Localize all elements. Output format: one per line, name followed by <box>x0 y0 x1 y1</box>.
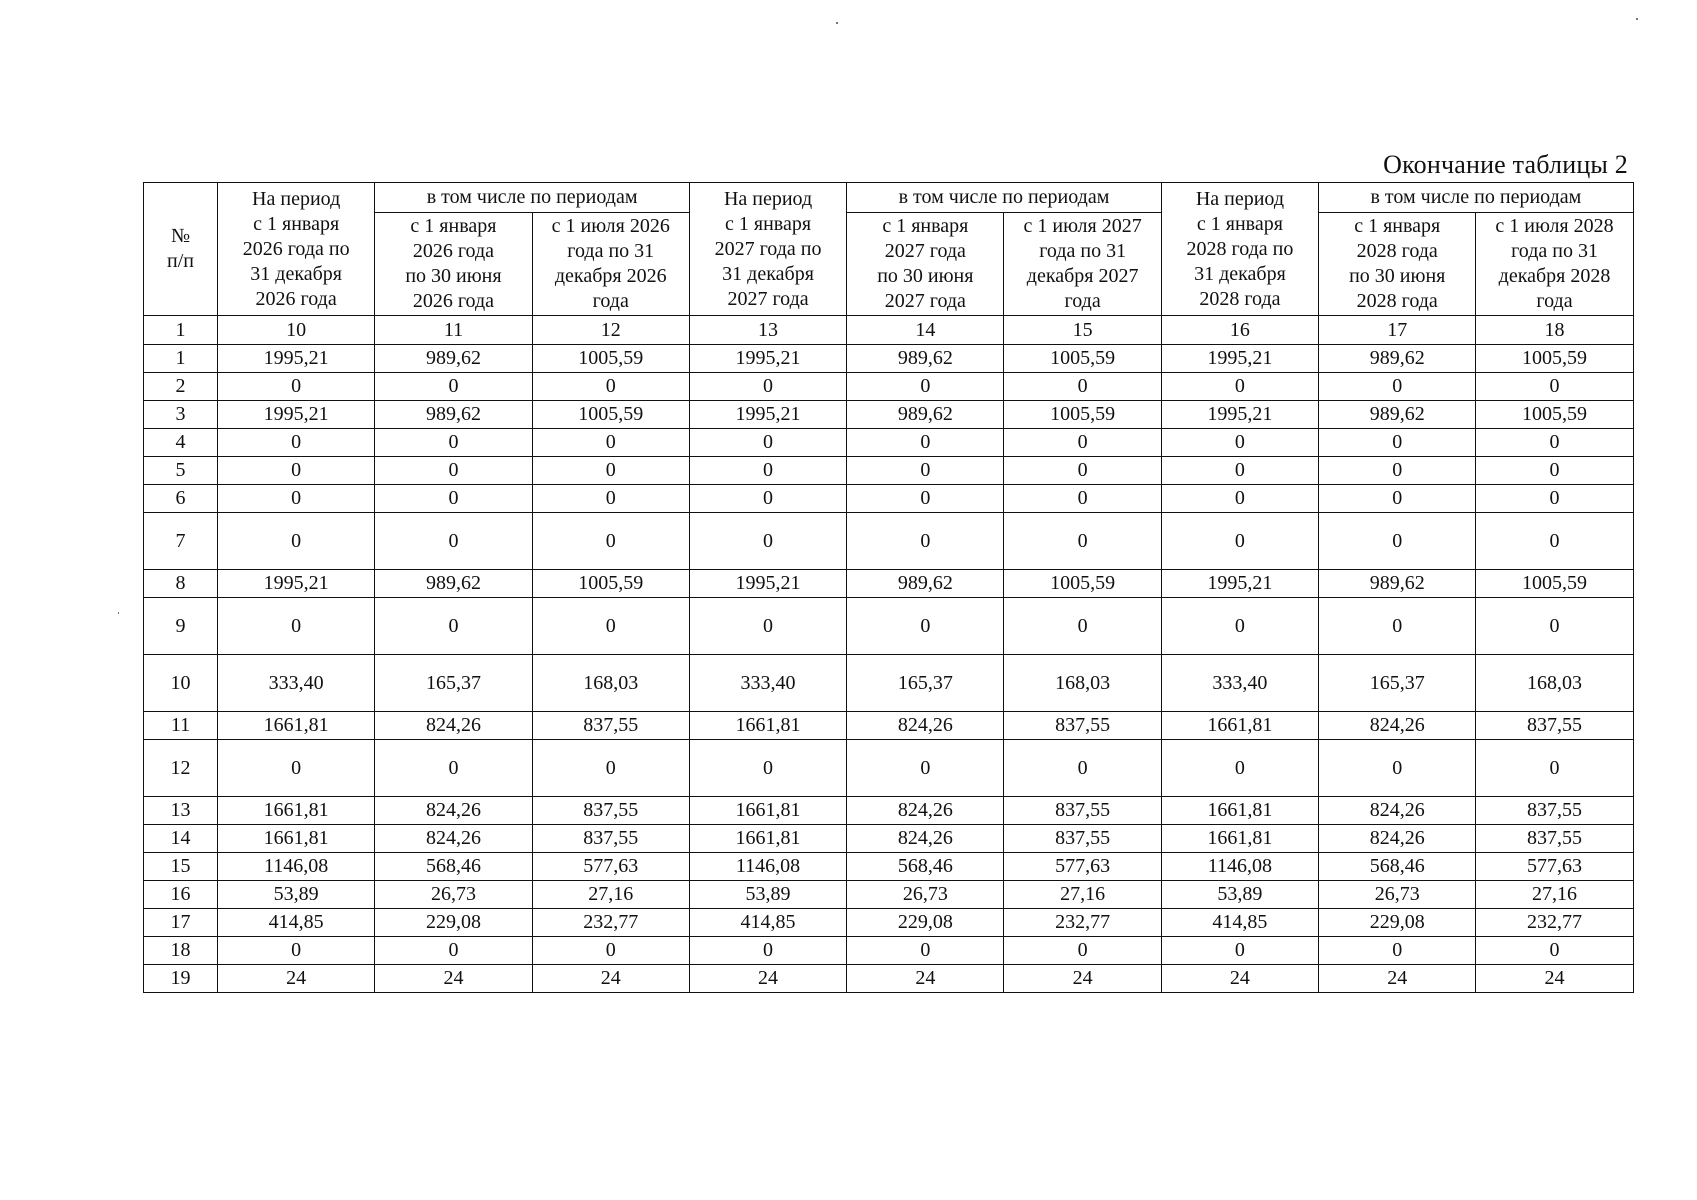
header-h2-2026: с 1 июля 2026 года по 31 декабря 2026 года <box>532 213 689 316</box>
scan-speck <box>1636 18 1638 20</box>
value-cell: 1661,81 <box>689 825 846 853</box>
row-number-cell: 5 <box>144 457 218 485</box>
value-cell: 0 <box>1004 937 1161 965</box>
value-cell: 1005,59 <box>532 570 689 598</box>
value-cell: 1995,21 <box>689 345 846 373</box>
value-cell: 0 <box>218 373 375 401</box>
value-cell: 0 <box>689 598 846 655</box>
scan-speck <box>836 22 838 24</box>
value-cell: 0 <box>375 457 532 485</box>
value-cell: 0 <box>847 598 1004 655</box>
value-cell: 0 <box>1476 429 1633 457</box>
value-cell: 24 <box>532 965 689 993</box>
table-row <box>144 345 1634 373</box>
scan-speck <box>118 612 119 614</box>
value-cell: 414,85 <box>1161 909 1318 937</box>
value-cell: 0 <box>847 373 1004 401</box>
header-subperiods-2028: в том числе по периодам <box>1319 183 1634 213</box>
column-number-cell: 16 <box>1161 316 1318 345</box>
value-cell: 0 <box>1161 485 1318 513</box>
value-cell: 0 <box>1319 429 1476 457</box>
value-cell: 0 <box>1476 373 1633 401</box>
value-cell: 333,40 <box>689 655 846 712</box>
value-cell: 53,89 <box>1161 881 1318 909</box>
value-cell: 1005,59 <box>1004 570 1161 598</box>
column-number-cell: 14 <box>847 316 1004 345</box>
value-cell: 0 <box>1319 937 1476 965</box>
table-row <box>144 825 1634 853</box>
value-cell: 568,46 <box>1319 853 1476 881</box>
row-number-cell: 10 <box>144 655 218 712</box>
row-number-cell: 12 <box>144 740 218 797</box>
value-cell: 24 <box>1161 965 1318 993</box>
table-row <box>144 909 1634 937</box>
header-h1-2027: с 1 января 2027 года по 30 июня 2027 года <box>847 213 1004 316</box>
value-cell: 0 <box>847 937 1004 965</box>
value-cell: 0 <box>1004 485 1161 513</box>
value-cell: 1005,59 <box>1476 345 1633 373</box>
value-cell: 0 <box>532 740 689 797</box>
value-cell: 0 <box>689 457 846 485</box>
table-body <box>144 316 1634 993</box>
value-cell: 0 <box>689 485 846 513</box>
value-cell: 837,55 <box>1004 797 1161 825</box>
table-row <box>144 373 1634 401</box>
value-cell: 0 <box>375 373 532 401</box>
value-cell: 0 <box>218 485 375 513</box>
value-cell: 0 <box>532 373 689 401</box>
table-row <box>144 570 1634 598</box>
value-cell: 989,62 <box>375 345 532 373</box>
value-cell: 165,37 <box>375 655 532 712</box>
value-cell: 24 <box>1004 965 1161 993</box>
value-cell: 0 <box>218 513 375 570</box>
column-number-cell: 15 <box>1004 316 1161 345</box>
row-number-cell: 11 <box>144 712 218 740</box>
table-row <box>144 937 1634 965</box>
value-cell: 824,26 <box>1319 797 1476 825</box>
column-number-cell: 17 <box>1319 316 1476 345</box>
value-cell: 989,62 <box>375 570 532 598</box>
column-number-cell: 11 <box>375 316 532 345</box>
value-cell: 53,89 <box>218 881 375 909</box>
value-cell: 0 <box>1476 598 1633 655</box>
value-cell: 824,26 <box>847 712 1004 740</box>
value-cell: 26,73 <box>847 881 1004 909</box>
value-cell: 0 <box>1476 457 1633 485</box>
table-caption: Окончание таблицы 2 <box>1383 150 1628 179</box>
value-cell: 0 <box>1161 740 1318 797</box>
value-cell: 232,77 <box>1004 909 1161 937</box>
table-row <box>144 712 1634 740</box>
value-cell: 989,62 <box>1319 401 1476 429</box>
value-cell: 837,55 <box>532 825 689 853</box>
value-cell: 837,55 <box>1476 825 1633 853</box>
value-cell: 989,62 <box>375 401 532 429</box>
value-cell: 27,16 <box>1476 881 1633 909</box>
value-cell: 0 <box>375 485 532 513</box>
value-cell: 0 <box>1476 740 1633 797</box>
value-cell: 989,62 <box>847 401 1004 429</box>
value-cell: 0 <box>689 513 846 570</box>
value-cell: 0 <box>375 740 532 797</box>
value-cell: 568,46 <box>847 853 1004 881</box>
value-cell: 1995,21 <box>1161 570 1318 598</box>
value-cell: 1005,59 <box>1476 570 1633 598</box>
value-cell: 0 <box>375 937 532 965</box>
value-cell: 0 <box>532 598 689 655</box>
value-cell: 837,55 <box>1476 797 1633 825</box>
column-number-cell: 12 <box>532 316 689 345</box>
value-cell: 229,08 <box>847 909 1004 937</box>
value-cell: 0 <box>1161 373 1318 401</box>
value-cell: 0 <box>847 485 1004 513</box>
value-cell: 1661,81 <box>218 797 375 825</box>
value-cell: 0 <box>1476 513 1633 570</box>
row-number-cell: 15 <box>144 853 218 881</box>
column-number-row <box>144 316 1634 345</box>
value-cell: 1995,21 <box>218 570 375 598</box>
value-cell: 0 <box>689 429 846 457</box>
value-cell: 1005,59 <box>1476 401 1633 429</box>
column-number-cell: 10 <box>218 316 375 345</box>
value-cell: 1661,81 <box>1161 797 1318 825</box>
header-row-number: № п/п <box>144 183 218 316</box>
value-cell: 24 <box>218 965 375 993</box>
value-cell: 232,77 <box>1476 909 1633 937</box>
value-cell: 0 <box>1319 373 1476 401</box>
value-cell: 232,77 <box>532 909 689 937</box>
value-cell: 27,16 <box>1004 881 1161 909</box>
row-number-cell: 18 <box>144 937 218 965</box>
column-number-cell: 1 <box>144 316 218 345</box>
value-cell: 1146,08 <box>1161 853 1318 881</box>
row-number-cell: 4 <box>144 429 218 457</box>
value-cell: 824,26 <box>847 797 1004 825</box>
value-cell: 824,26 <box>375 825 532 853</box>
value-cell: 1995,21 <box>1161 345 1318 373</box>
table-row <box>144 797 1634 825</box>
header-subperiods-2026: в том числе по периодам <box>375 183 690 213</box>
value-cell: 989,62 <box>1319 570 1476 598</box>
value-cell: 1995,21 <box>689 401 846 429</box>
table-row <box>144 485 1634 513</box>
value-cell: 1005,59 <box>532 345 689 373</box>
column-number-cell: 13 <box>689 316 846 345</box>
table-row <box>144 598 1634 655</box>
header-total-2027: На период с 1 января 2027 года по 31 декабря 2027 года <box>689 183 846 316</box>
value-cell: 568,46 <box>375 853 532 881</box>
value-cell: 53,89 <box>689 881 846 909</box>
table-row <box>144 740 1634 797</box>
value-cell: 0 <box>1319 740 1476 797</box>
value-cell: 0 <box>847 513 1004 570</box>
value-cell: 1995,21 <box>1161 401 1318 429</box>
value-cell: 333,40 <box>218 655 375 712</box>
row-number-cell: 3 <box>144 401 218 429</box>
value-cell: 0 <box>1161 457 1318 485</box>
value-cell: 414,85 <box>218 909 375 937</box>
row-number-cell: 8 <box>144 570 218 598</box>
value-cell: 24 <box>1319 965 1476 993</box>
value-cell: 0 <box>1319 513 1476 570</box>
value-cell: 837,55 <box>532 712 689 740</box>
value-cell: 1146,08 <box>689 853 846 881</box>
table-row <box>144 853 1634 881</box>
value-cell: 1661,81 <box>689 712 846 740</box>
value-cell: 837,55 <box>1476 712 1633 740</box>
row-number-cell: 19 <box>144 965 218 993</box>
value-cell: 824,26 <box>375 797 532 825</box>
table-row <box>144 429 1634 457</box>
header-subperiods-2027: в том числе по периодам <box>847 183 1162 213</box>
row-number-cell: 13 <box>144 797 218 825</box>
header-total-2028: На период с 1 января 2028 года по 31 декабря 2028 года <box>1161 183 1318 316</box>
header-h2-2027: с 1 июля 2027 года по 31 декабря 2027 года <box>1004 213 1161 316</box>
value-cell: 168,03 <box>532 655 689 712</box>
value-cell: 0 <box>1004 429 1161 457</box>
row-number-cell: 16 <box>144 881 218 909</box>
row-number-cell: 1 <box>144 345 218 373</box>
value-cell: 229,08 <box>375 909 532 937</box>
header-h2-2028: с 1 июля 2028 года по 31 декабря 2028 года <box>1476 213 1633 316</box>
value-cell: 0 <box>1004 598 1161 655</box>
value-cell: 0 <box>375 598 532 655</box>
value-cell: 165,37 <box>847 655 1004 712</box>
value-cell: 0 <box>218 937 375 965</box>
value-cell: 0 <box>375 513 532 570</box>
row-number-cell: 7 <box>144 513 218 570</box>
value-cell: 1995,21 <box>218 345 375 373</box>
value-cell: 1995,21 <box>689 570 846 598</box>
value-cell: 1661,81 <box>689 797 846 825</box>
column-number-cell: 18 <box>1476 316 1633 345</box>
value-cell: 0 <box>218 457 375 485</box>
value-cell: 0 <box>689 373 846 401</box>
value-cell: 0 <box>689 937 846 965</box>
value-cell: 0 <box>1476 485 1633 513</box>
value-cell: 0 <box>1004 373 1161 401</box>
value-cell: 0 <box>847 457 1004 485</box>
data-table <box>143 182 1634 993</box>
table-row <box>144 513 1634 570</box>
row-number-cell: 6 <box>144 485 218 513</box>
value-cell: 0 <box>1161 513 1318 570</box>
row-number-cell: 14 <box>144 825 218 853</box>
value-cell: 837,55 <box>532 797 689 825</box>
value-cell: 577,63 <box>532 853 689 881</box>
value-cell: 0 <box>218 598 375 655</box>
value-cell: 0 <box>532 429 689 457</box>
value-cell: 0 <box>1161 598 1318 655</box>
value-cell: 0 <box>532 485 689 513</box>
value-cell: 1661,81 <box>218 712 375 740</box>
value-cell: 1005,59 <box>1004 345 1161 373</box>
header-h1-2028: с 1 января 2028 года по 30 июня 2028 года <box>1319 213 1476 316</box>
row-number-cell: 17 <box>144 909 218 937</box>
value-cell: 1005,59 <box>532 401 689 429</box>
value-cell: 0 <box>532 513 689 570</box>
value-cell: 0 <box>1476 937 1633 965</box>
value-cell: 577,63 <box>1004 853 1161 881</box>
value-cell: 168,03 <box>1476 655 1633 712</box>
value-cell: 0 <box>1004 740 1161 797</box>
value-cell: 24 <box>1476 965 1633 993</box>
value-cell: 1995,21 <box>218 401 375 429</box>
value-cell: 26,73 <box>375 881 532 909</box>
value-cell: 0 <box>532 457 689 485</box>
value-cell: 1146,08 <box>218 853 375 881</box>
value-cell: 1661,81 <box>1161 712 1318 740</box>
value-cell: 0 <box>1004 457 1161 485</box>
value-cell: 333,40 <box>1161 655 1318 712</box>
value-cell: 0 <box>1161 429 1318 457</box>
value-cell: 24 <box>689 965 846 993</box>
value-cell: 989,62 <box>1319 345 1476 373</box>
value-cell: 0 <box>847 740 1004 797</box>
value-cell: 0 <box>847 429 1004 457</box>
value-cell: 165,37 <box>1319 655 1476 712</box>
value-cell: 0 <box>218 429 375 457</box>
table-row <box>144 457 1634 485</box>
value-cell: 837,55 <box>1004 712 1161 740</box>
value-cell: 0 <box>1004 513 1161 570</box>
row-number-cell: 9 <box>144 598 218 655</box>
value-cell: 414,85 <box>689 909 846 937</box>
value-cell: 0 <box>1319 598 1476 655</box>
value-cell: 24 <box>847 965 1004 993</box>
table-row <box>144 965 1634 993</box>
value-cell: 824,26 <box>1319 712 1476 740</box>
value-cell: 229,08 <box>1319 909 1476 937</box>
value-cell: 837,55 <box>1004 825 1161 853</box>
value-cell: 24 <box>375 965 532 993</box>
header-total-2026: На период с 1 января 2026 года по 31 декабря 2026 года <box>218 183 375 316</box>
value-cell: 1005,59 <box>1004 401 1161 429</box>
value-cell: 824,26 <box>375 712 532 740</box>
value-cell: 824,26 <box>1319 825 1476 853</box>
value-cell: 26,73 <box>1319 881 1476 909</box>
table-row <box>144 881 1634 909</box>
value-cell: 0 <box>375 429 532 457</box>
value-cell: 0 <box>689 740 846 797</box>
value-cell: 0 <box>1319 485 1476 513</box>
value-cell: 0 <box>1319 457 1476 485</box>
header-h1-2026: с 1 января 2026 года по 30 июня 2026 года <box>375 213 532 316</box>
value-cell: 27,16 <box>532 881 689 909</box>
value-cell: 577,63 <box>1476 853 1633 881</box>
value-cell: 0 <box>1161 937 1318 965</box>
value-cell: 168,03 <box>1004 655 1161 712</box>
value-cell: 989,62 <box>847 570 1004 598</box>
table-row <box>144 401 1634 429</box>
value-cell: 1661,81 <box>1161 825 1318 853</box>
value-cell: 824,26 <box>847 825 1004 853</box>
value-cell: 1661,81 <box>218 825 375 853</box>
value-cell: 0 <box>218 740 375 797</box>
table-row <box>144 655 1634 712</box>
value-cell: 989,62 <box>847 345 1004 373</box>
row-number-cell: 2 <box>144 373 218 401</box>
value-cell: 0 <box>532 937 689 965</box>
